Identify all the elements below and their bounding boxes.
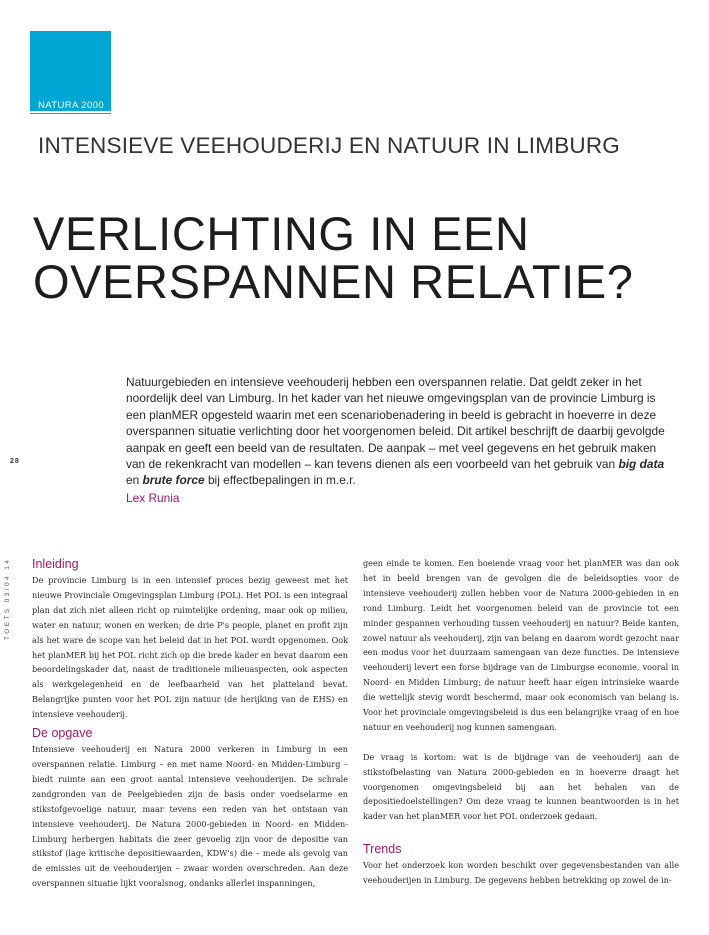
paragraph-inleiding: De provincie Limburg is in een intensief proces bezig geweest met het nieuwe Provinciale Omgevingsplan Limburg (POL). Het POL is een integraal plan dat zich niet alleen richt op ruimtelijke ordening, maar ook op milieu, water en natuur, wonen en werken; de drie P's people, planet en profit zijn als het ware de scope van het beleid dat in het POL wordt opgenomen. Ook het planMER bij het POL richt zich op die brede kader en bevat daarom een beoordelingskader dat, naast de traditionele milieuaspecten, ook aspecten als werkgelegenheid en de leefbaarheid van het platteland bevat. Belangrijke punten voor het POL zijn natuur (de herijking van de EHS) en intensieve veehouderij. <box>32 575 348 720</box>
paragraph-right-1: geen einde te komen. Een boeiende vraag voor het planMER was dan ook het in beeld brengen van de gevolgen die de beleidsopties voor de intensieve veehouderij zullen hebben voor de Natura 2000-gebieden in en rond Limburg. Leidt het voorgenomen beleid van de provincie tot een minder gespannen verhouding tussen veehouderij en natuur? Beide kanten, zowel natuur als veehouderij, zijn van belang en daarom wordt gezocht naar een modus voor het duurzaam samengaan van deze functies. De intensieve veehouderij levert een forse bijdrage van de Limburgse economie, vooral in Noord- en Midden Limburg; de natuur heeft haar eigen intrinsieke waarde die wettelijk stevig wordt beschermd, maar ook economisch van belang is. Voor het provinciale omgevingsbeleid is dus een belangrijke vraag of en hoe natuur en veehouderij nog kunnen samengaan. <box>363 558 679 732</box>
lead-part-1: Natuurgebieden en intensieve veehouderij hebben een overspannen relatie. Dat geldt zeker in het noordelijk deel van Limburg. In het kader van het nieuwe omgevingsplan van de provincie Limburg is een planMER opgesteld waarin met een scenariobenadering in beeld is gebracht in hoeverre in deze overspannen situatie verlichting door het voorgenomen beleid. Dit artikel beschrijft de daarbij gevolgde aanpak en geeft een beeld van de resultaten. De aanpak – met veel gegevens en het gebruik maken van de rekenkracht van modellen – kan tevens dienen als een voorbeeld van het gebruik van <box>126 375 665 472</box>
paragraph-gap <box>363 824 679 839</box>
page-number: 28 <box>10 458 20 465</box>
article-title <box>33 207 634 308</box>
paragraph-trends: Voor het onderzoek kon worden beschikt over gegevensbestanden van alle veehouderijen in Limburg. De gegevens hebben betrekking op zowel de in- <box>363 860 679 886</box>
section-color-block <box>30 31 111 111</box>
author-name: Lex Runia <box>126 490 180 505</box>
heading-inleiding: Inleiding <box>32 557 79 571</box>
title-line-2: OVERSPANNEN RELATIE? <box>33 255 634 308</box>
paragraph-de-opgave: Intensieve veehouderij en Natura 2000 verkeren in Limburg in een overspannen relatie. Limburg – en met name Noord- en Midden-Limburg – biedt ruimte aan een groot aantal intensieve veehouderijen. De schrale zandgronden van de Peelgebieden zijn de basis onder voedselarme en stikstofgevoelige natuur, maar tevens een reden van het ontstaan van intensieve veehouderij. De Natura 2000-gebieden in Noord- en Midden-Limburg herbergen habitats die zeer gevoelig zijn voor de depositie van stikstof (lage kritische depositiewaarden, KDW's) die – mede als gevolg van de emissies uit de veehouderijen – zwaar worden overschreden. Aan deze overspannen situatie lijkt vooralsnog, ondanks allerlei inspanningen, <box>32 744 348 889</box>
section-rule <box>30 113 111 114</box>
body-column-left <box>32 556 348 891</box>
lead-emphasis-brute-force: brute force <box>142 473 205 488</box>
heading-de-opgave: De opgave <box>32 726 93 741</box>
section-label: NATURA 2000 <box>38 100 105 111</box>
article-kicker: INTENSIEVE VEEHOUDERIJ EN NATUUR IN LIMBURG <box>38 133 621 158</box>
lead-text <box>126 374 666 489</box>
running-head: TOETS 03/04 14 <box>4 557 11 640</box>
paragraph-right-2: De vraag is kortom: wat is de bijdrage van de veehouderij aan de stikstofbelasting van Natura 2000-gebieden en in hoeverre draagt het voorgenomen omgevingsbeleid bij aan het behalen van de depositiedoelstellingen? Om deze vraag te kunnen beantwoorden is in het kader van het planMER voor het POL onderzoek gedaan. <box>363 751 679 822</box>
lead-part-2: en <box>126 473 143 488</box>
lead-paragraph <box>126 374 666 506</box>
title-line-1: VERLICHTING IN EEN <box>33 207 530 260</box>
paragraph-gap <box>363 735 679 750</box>
heading-trends: Trends <box>363 842 402 857</box>
body-column-right <box>363 556 679 888</box>
lead-part-3: bij effectbepalingen in m.e.r. <box>204 473 356 488</box>
lead-emphasis-big-data: big data <box>618 457 665 472</box>
